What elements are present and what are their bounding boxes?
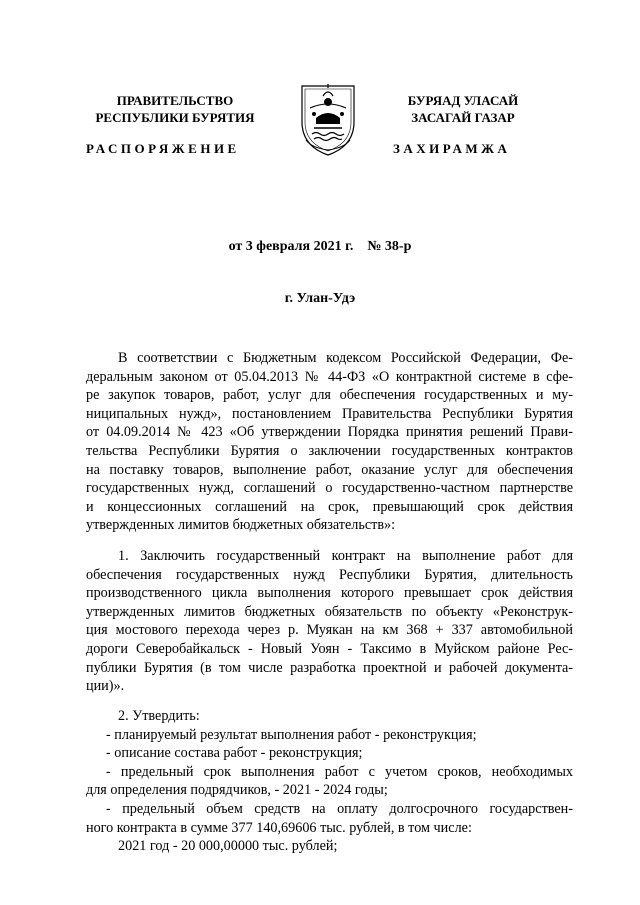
text-line: государственных нужд, соглашений о государственно-частном партнерстве: [86, 480, 573, 497]
government-name-russian: [85, 92, 265, 126]
item-2-paragraph: [86, 707, 573, 856]
coat-of-arms-icon: [296, 78, 360, 158]
text-line: дороги Северобайкальск - Новый Уоян - Таксимо в Муйском районе Рес-: [86, 640, 573, 657]
header-left-line: ПРАВИТЕЛЬСТВО: [116, 93, 234, 108]
text-line: утвержденных лимитов бюджетных обязательств»:: [86, 517, 396, 534]
text-line: утвержденных лимитов бюджетных обязательств по объекту «Реконструк-: [86, 603, 573, 620]
text-line: на поставку товаров, выполнение работ, оказание услуг для обеспечения: [86, 461, 573, 478]
list-item: - предельный объем средств на оплату долгосрочного государствен-: [106, 800, 573, 817]
text-line: обеспечения государственных нужд Республики Бурятия, длительность: [86, 566, 573, 583]
text-line: В соответствии с Бюджетным кодексом Российской Федерации, Фе-: [118, 350, 573, 366]
text-line: ного контракта в сумме 377 140,69606 тыс. рублей, в том числе:: [86, 819, 472, 836]
header-right-line: БУРЯАД УЛАСАЙ: [407, 93, 519, 108]
text-line: для определения подрядчиков, - 2021 - 2024 годы;: [86, 782, 388, 799]
text-line: и концессионных соглашений на срок, превышающий срок действия: [86, 498, 573, 515]
text-line: производственного цикла выполнения которого превышает срок действия: [86, 585, 573, 602]
header-right-line: ЗАСАГАЙ ГАЗАР: [411, 110, 515, 125]
decree-title-russian: РАСПОРЯЖЕНИЕ: [86, 141, 240, 156]
item-1-paragraph: [86, 547, 573, 696]
text-line: тельства Республики Бурятия о заключении государственных контрактов: [86, 442, 573, 459]
header-left-line: РЕСПУБЛИКИ БУРЯТИЯ: [95, 110, 255, 125]
government-name-buryat: [388, 92, 538, 126]
text-line: ции)».: [86, 678, 125, 695]
text-line: от 04.09.2014 № 423 «Об утверждении Порядка принятия решений Прави-: [86, 424, 573, 441]
decree-title-buryat: ЗАХИРАМЖА: [393, 141, 511, 156]
text-line: ре закупок товаров, работ, услуг для обеспечения государственных и му-: [86, 387, 573, 404]
preamble-paragraph: [86, 349, 573, 535]
text-line: публики Бурятия (в том числе разработка проектной и рабочей документа-: [86, 659, 573, 676]
list-item: - описание состава работ - реконструкция;: [106, 745, 363, 762]
text-line: 2021 год - 20 000,00000 тыс. рублей;: [118, 838, 338, 855]
text-line: ция мостового перехода через р. Муякан на км 368 + 337 автомобильной: [86, 622, 573, 639]
text-line: 2. Утвердить:: [118, 708, 200, 724]
text-line: деральным законом от 05.04.2013 № 44-ФЗ «О контрактной системе в сфе-: [86, 368, 573, 385]
coat-of-arms-emblem: [296, 78, 360, 158]
list-item: - предельный срок выполнения работ с учетом сроков, необходимых: [106, 763, 573, 780]
text-line: ниципальных нужд», постановлением Правительства Республики Бурятия: [86, 405, 573, 422]
decree-city: г. Улан-Удэ: [284, 291, 356, 306]
text-line: 1. Заключить государственный контракт на выполнение работ для: [118, 548, 573, 564]
list-item: - планируемый результат выполнения работ - реконструкция;: [106, 726, 477, 743]
decree-date-number: от 3 февраля 2021 г. № 38-р: [228, 239, 412, 254]
